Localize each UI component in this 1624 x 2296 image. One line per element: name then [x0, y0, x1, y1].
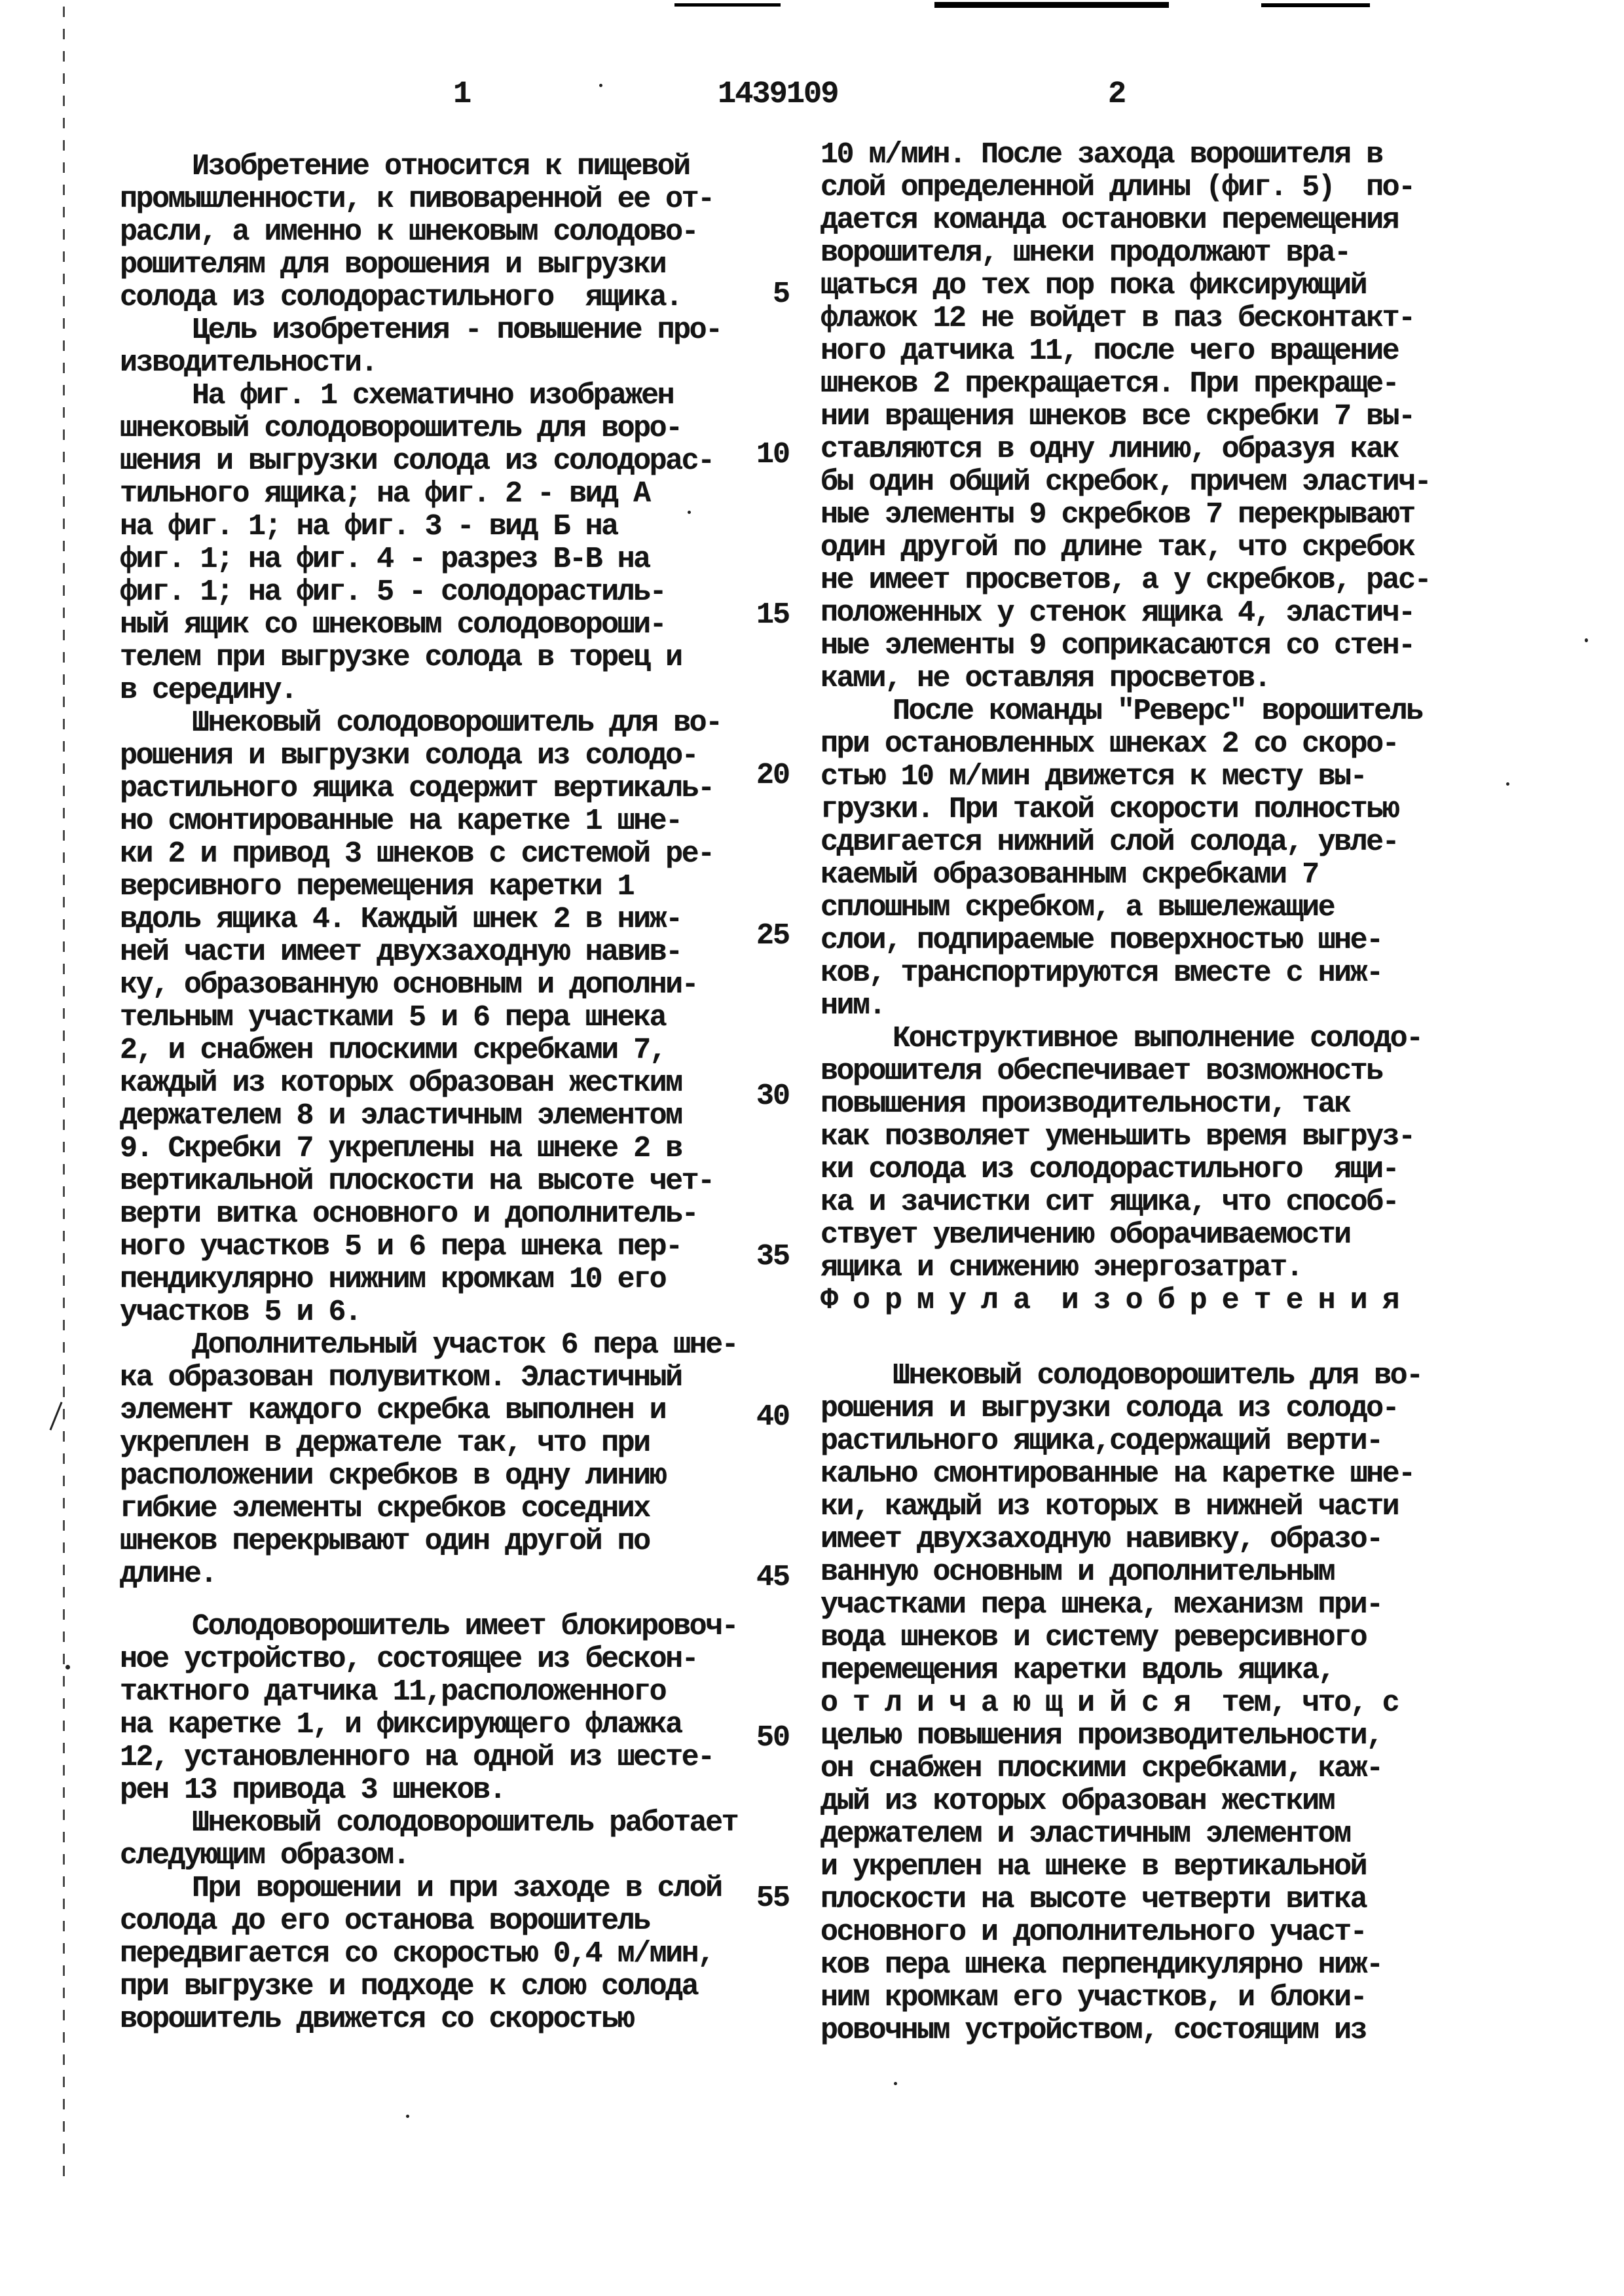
text-line: сдвигается нижний слой солода, увле- — [821, 826, 1399, 859]
text-line: Шнековый солодоворошитель для во- — [192, 706, 722, 740]
text-line: слой определенной длины (фиг. 5) по- — [821, 171, 1414, 204]
text-line: фиг. 1; на фиг. 5 - солодорастиль- — [120, 575, 666, 609]
text-line: дается команда остановки перемещения — [821, 204, 1399, 237]
text-line: участков 5 и 6. — [120, 1296, 361, 1329]
gutter-line-number: 50 — [756, 1721, 789, 1755]
text-line: пендикулярно нижним кромкам 10 его — [120, 1263, 666, 1296]
text-line: имеет двухзаходную навивку, образо- — [821, 1523, 1382, 1556]
text-line: ворошителя, шнеки продолжают вра- — [821, 236, 1350, 270]
text-line: Цель изобретения - повышение про- — [192, 314, 722, 347]
text-line: ствует увеличению оборачиваемости — [821, 1218, 1350, 1252]
gutter-line-number: 25 — [756, 919, 789, 953]
text-line: каждый из которых образован жестким — [120, 1066, 682, 1100]
text-line: телем при выгрузке солода в торец и — [120, 641, 682, 674]
text-line: ки 2 и привод 3 шнеков с системой ре- — [120, 837, 714, 871]
text-line: промышленности, к пивоваренной ее от- — [120, 183, 714, 216]
scan-noise-dot — [894, 2082, 897, 2085]
text-line: рен 13 привода 3 шнеков. — [120, 1774, 506, 1807]
text-line: ки солода из солодорастильного ящи- — [821, 1153, 1399, 1186]
text-line: положенных у стенок ящика 4, эластич- — [821, 596, 1414, 630]
text-line: 12, установленного на одной из шесте- — [120, 1741, 714, 1774]
text-line: ним. — [821, 989, 885, 1023]
text-line: кально смонтированные на каретке шне- — [821, 1457, 1414, 1491]
text-line: солода до его останова ворошитель — [120, 1904, 650, 1938]
scan-slash-mark — [49, 1402, 62, 1430]
text-line: щаться до тех пор пока фиксирующий — [821, 269, 1367, 302]
text-line: стью 10 м/мин движется к месту вы- — [821, 760, 1367, 793]
text-line: изводительности. — [120, 346, 377, 380]
text-line: ку, образованную основным и дополни- — [120, 968, 698, 1002]
text-line: Конструктивное выполнение солодо- — [893, 1022, 1422, 1055]
text-line: гибкие элементы скребков соседних — [120, 1492, 650, 1525]
text-line: Дополнительный участок 6 пера шне- — [192, 1328, 738, 1362]
text-line: держателем 8 и эластичным элементом — [120, 1099, 682, 1133]
text-line: Изобретение относится к пищевой — [192, 150, 690, 183]
text-line: верти витка основного и дополнитель- — [120, 1197, 698, 1231]
text-line: ные элементы 9 скребков 7 перекрывают — [821, 498, 1414, 532]
gutter-line-number: 15 — [756, 598, 789, 632]
text-line: растильного ящика,содержащий верти- — [821, 1425, 1382, 1458]
text-line: ворошитель движется со скоростью — [120, 2003, 634, 2036]
scan-noise-dot — [65, 1665, 70, 1669]
left-text-column — [120, 151, 752, 2036]
text-line: версивного перемещения каретки 1 — [120, 870, 634, 903]
text-line: ровочным устройством, состоящим из — [821, 2014, 1367, 2047]
text-line: ные элементы 9 соприкасаются со стен- — [821, 629, 1414, 663]
text-line: бы один общий скребок, причем эластич- — [821, 465, 1431, 499]
text-line: ный ящик со шнековым солодовороши- — [120, 608, 666, 642]
gutter-line-number: 20 — [756, 759, 789, 792]
scan-noise-dot — [1506, 782, 1509, 786]
page-number-right: 2 — [1108, 77, 1126, 112]
text-line: следующим образом. — [120, 1839, 409, 1872]
text-line: шения и выгрузки солода из солодорас- — [120, 445, 714, 478]
text-line: каемый образованным скребками 7 — [821, 858, 1318, 892]
text-line: ящика и снижению энергозатрат. — [821, 1251, 1302, 1285]
text-line: вода шнеков и систему реверсивного — [821, 1621, 1367, 1654]
text-line: шнеков 2 прекращается. При прекраще- — [821, 367, 1399, 401]
patent-number: 1439109 — [718, 77, 838, 112]
text-line: как позволяет уменьшить время выгруз- — [821, 1120, 1414, 1154]
scan-noise-dot — [599, 84, 602, 87]
text-line: ванную основным и дополнительным — [821, 1556, 1335, 1589]
text-line: грузки. При такой скорости полностью — [821, 793, 1399, 826]
text-line: ка образован полувитком. Эластичный — [120, 1361, 682, 1394]
text-line: 2, и снабжен плоскими скребками 7, — [120, 1034, 666, 1067]
text-line: и укреплен на шнеке в вертикальной — [821, 1850, 1367, 1884]
text-line: ки, каждый из которых в нижней части — [821, 1490, 1399, 1523]
text-line: ков пера шнека перпендикулярно ниж- — [821, 1948, 1382, 1982]
text-line: плоскости на высоте четверти витка — [821, 1883, 1367, 1916]
scan-artifact-bar — [674, 3, 781, 7]
text-line: 9. Скребки 7 укреплены на шнеке 2 в — [120, 1132, 682, 1165]
text-line: основного и дополнительного участ- — [821, 1916, 1367, 1949]
gutter-line-number: 5 — [772, 278, 789, 311]
text-line: вертикальной плоскости на высоте чет- — [120, 1165, 714, 1198]
text-line: флажок 12 не войдет в паз бесконтакт- — [821, 302, 1414, 335]
text-line: Шнековый солодоворошитель для во- — [893, 1359, 1422, 1393]
text-line: на каретке 1, и фиксирующего флажка — [120, 1708, 682, 1741]
text-line: ставляются в одну линию, образуя как — [821, 433, 1399, 466]
text-line: шнековый солодоворошитель для воро- — [120, 412, 682, 445]
text-line: длине. — [120, 1558, 217, 1591]
text-line: дый из которых образован жестким — [821, 1785, 1335, 1818]
text-line: участками пера шнека, механизм при- — [821, 1588, 1382, 1622]
text-line: После команды "Реверс" ворошитель — [893, 695, 1422, 728]
text-line: в середину. — [120, 674, 297, 707]
text-line: при выгрузке и подходе к слою солода — [120, 1970, 698, 2003]
gutter-line-number: 35 — [756, 1240, 789, 1273]
text-line: целью повышения производительности, — [821, 1719, 1382, 1753]
text-line: растильного ящика содержит вертикаль- — [120, 772, 714, 805]
text-line: ное устройство, состоящее из бескон- — [120, 1643, 698, 1676]
text-line: 10 м/мин. После захода ворошителя в — [821, 138, 1382, 172]
text-line: ворошителя обеспечивает возможность — [821, 1055, 1382, 1088]
gutter-line-number: 30 — [756, 1080, 789, 1113]
text-line: На фиг. 1 схематично изображен — [192, 379, 674, 412]
text-line: на фиг. 1; на фиг. 3 - вид Б на — [120, 510, 618, 543]
text-line: вдоль ящика 4. Каждый шнек 2 в ниж- — [120, 903, 682, 936]
text-line: Шнековый солодоворошитель работает — [192, 1806, 738, 1840]
right-text-column — [821, 139, 1466, 2047]
formula-heading: Ф о р м у л а и з о б р е т е н и я — [821, 1284, 1399, 1317]
text-line: он снабжен плоскими скребками, каж- — [821, 1752, 1382, 1785]
text-line: тильного ящика; на фиг. 2 - вид А — [120, 477, 650, 511]
text-line: солода из солодорастильного ящика. — [120, 281, 682, 314]
text-line: Солодоворошитель имеет блокировоч- — [192, 1610, 738, 1643]
text-line: нии вращения шнеков все скребки 7 вы- — [821, 400, 1414, 433]
text-line: фиг. 1; на фиг. 4 - разрез В-В на — [120, 543, 650, 576]
text-line: элемент каждого скребка выполнен и — [120, 1394, 666, 1427]
text-line: но смонтированные на каретке 1 шне- — [120, 805, 682, 838]
text-line: тельным участками 5 и 6 пера шнека — [120, 1001, 666, 1034]
text-line: ков, транспортируются вместе с ниж- — [821, 957, 1382, 990]
text-line: при остановленных шнеках 2 со скоро- — [821, 727, 1399, 761]
text-line: расположении скребков в одну линию — [120, 1459, 666, 1493]
text-line: рошения и выгрузки солода из солодо- — [120, 739, 698, 773]
text-line: ка и зачистки сит ящика, что способ- — [821, 1186, 1399, 1219]
text-line: тактного датчика 11,расположенного — [120, 1675, 666, 1709]
text-line: повышения производительности, так — [821, 1087, 1350, 1121]
gutter-line-number: 10 — [756, 438, 789, 471]
text-line: ками, не оставляя просветов. — [821, 662, 1270, 695]
text-line: При ворошении и при заходе в слой — [192, 1872, 722, 1905]
text-line: расли, а именно к шнековым солодово- — [120, 215, 698, 249]
gutter-line-number: 55 — [756, 1882, 789, 1915]
text-line: один другой по длине так, что скребок — [821, 531, 1414, 564]
text-line: ней части имеет двухзаходную навив- — [120, 936, 682, 969]
scan-artifact-bar — [1261, 3, 1370, 7]
gutter-line-number: 40 — [756, 1400, 789, 1434]
scan-noise-dot — [1585, 638, 1588, 642]
text-line: сплошным скребком, а вышележащие — [821, 891, 1335, 924]
text-line: перемещения каретки вдоль ящика, — [821, 1654, 1335, 1687]
text-line: рошения и выгрузки солода из солодо- — [821, 1392, 1399, 1425]
text-line: ного датчика 11, после чего вращение — [821, 335, 1399, 368]
text-line: не имеет просветов, а у скребков, рас- — [821, 564, 1431, 597]
gutter-line-number: 45 — [756, 1561, 789, 1594]
text-line: о т л и ч а ю щ и й с я тем, что, с — [821, 1686, 1399, 1720]
scan-edge-dashed-line — [63, 7, 65, 2187]
text-line: рошителям для ворошения и выгрузки — [120, 248, 666, 282]
text-line: шнеков перекрывают один другой по — [120, 1525, 650, 1558]
text-line: укреплен в держателе так, что при — [120, 1427, 650, 1460]
scan-artifact-bar — [934, 2, 1169, 8]
text-line: держателем и эластичным элементом — [821, 1817, 1350, 1851]
page-number-left: 1 — [453, 77, 471, 112]
text-line: передвигается со скоростью 0,4 м/мин, — [120, 1937, 714, 1971]
text-line: слои, подпираемые поверхностью шне- — [821, 924, 1382, 957]
text-line: ного участков 5 и 6 пера шнека пер- — [120, 1230, 682, 1264]
scan-noise-dot — [406, 2115, 409, 2118]
text-line: ним кромкам его участков, и блоки- — [821, 1981, 1367, 2014]
